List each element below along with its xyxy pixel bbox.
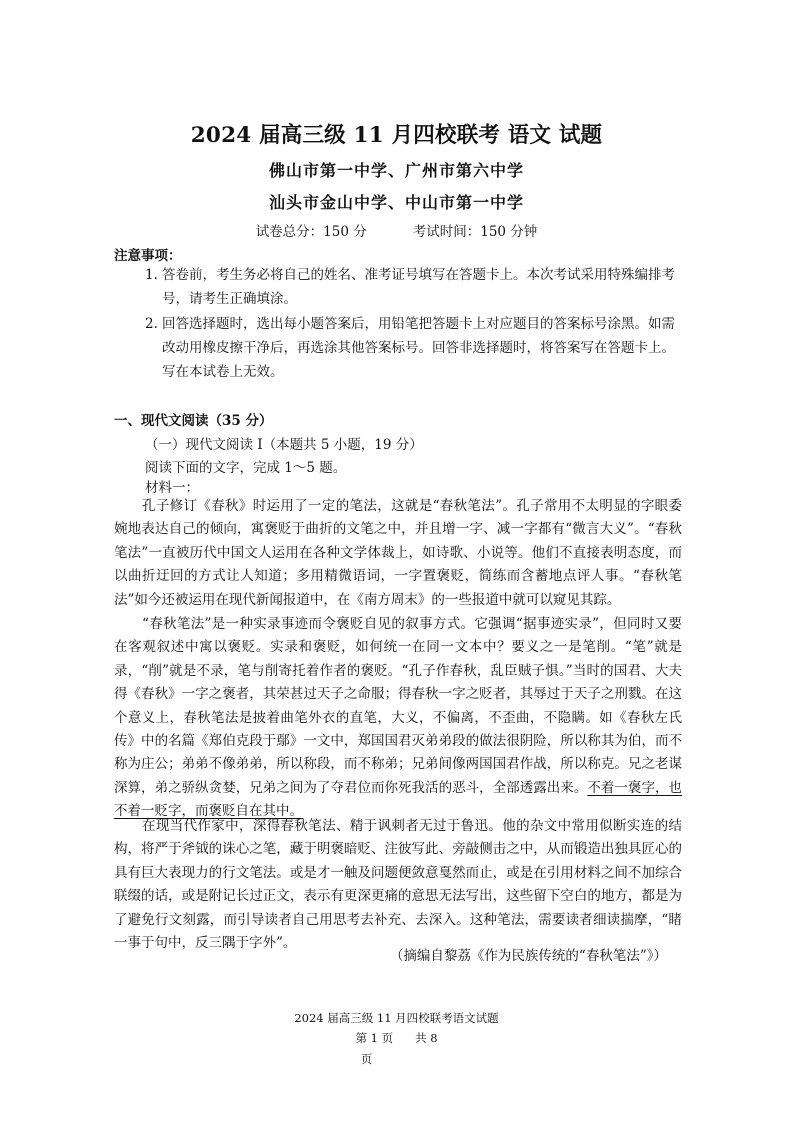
footer-page-number: 第 1 页 (355, 1031, 394, 1045)
exam-time: 考试时间：150 分钟 (412, 224, 538, 240)
subsection-heading: （一）现代文阅读 I（本题共 5 小题，19 分） (145, 437, 423, 453)
reading-instruction: 阅读下面的文字，完成 1～5 题。 (145, 460, 347, 476)
exam-title: 2024 届高三级 11 月四校联考 语文 试题 (190, 123, 603, 148)
note-number: 2. (145, 316, 158, 332)
section-heading: 一、现代文阅读（35 分） (114, 413, 273, 429)
passage-source: （摘编自黎荔《作为民族传统的“春秋笔法”》） (389, 948, 667, 964)
material-label: 材料一： (145, 480, 199, 496)
passage-paragraph-1: 孔子修订《春秋》时运用了一定的笔法，这就是“春秋笔法”。孔子常用不太明显的字眼委婉地表达自己的倾向，寓褒贬于曲折的文笔之中，并且增一字、减一字都有“微言大义”。“春秋笔法”一直被历代中国文人运用在各种文学体裁上，如诗歌、小说等。他们不直接表明态度，而以曲折迂回的方式让人知道；多用精微语词，一字置褒贬，简练而含蓄地点评人事。“春秋笔法”如今还被运用在现代新闻报道中，在《南方周末》的一些报道中就可以窥见其踪。 (114, 498, 682, 608)
notes-heading: 注意事项： (114, 248, 182, 264)
exam-meta (0, 220, 793, 240)
total-score: 试卷总分：150 分 (255, 224, 367, 240)
note-text: 回答选择题时，选出每小题答案后，用铅笔把答题卡上对应题目的答案标号涂黑。如需改动用橡皮擦干净后，再选涂其他答案标号。回答非选择题时，将答案写在答题卡上。写在本试卷上无效。 (162, 316, 675, 380)
note-text: 答卷前，考生务必将自己的姓名、准考证号填写在答题卡上。本次考试采用特殊编排考号，请考生正确填涂。 (162, 267, 675, 307)
note-number: 1. (145, 267, 158, 283)
note-item (145, 263, 685, 311)
footer-page-total: 共 8 (415, 1031, 438, 1045)
passage-paragraph-3: 在现当代作家中，深得春秋笔法、精于讽刺者无过于鲁迅。他的杂文中常用似断实连的结构，将严于斧钺的诛心之笔，藏于明褒暗贬、注彼写此、旁敲侧击之中，从而锻造出独具匠心的具有巨大表现力的行文笔法。或是才一触及问题便敛意戛然而止，或是在引用材料之间不加综合联缀的话，或是附记长过正文，表示有更深更痛的意思无法写出，这些留下空白的地方，都是为了避免行文刻露，而引导读者自己用思考去补充、去深入。这种笔法，需要读者细读揣摩，“睹一事于句中，反三隅于字外”。 (114, 818, 682, 952)
school-line-2: 汕头市金山中学、中山市第一中学 (268, 193, 524, 212)
footer-title: 2024 届高三级 11 月四校联考语文试题 (294, 1011, 499, 1025)
footer-page-info (0, 1030, 793, 1046)
paragraph-2-text: “春秋笔法”是一种实录事迹而令褒贬自见的叙事方式。它强调“据事迹实录”，但同时又要在客观叙述中寓以褒贬。实录和褒贬，如何统一在同一文本中？要义之一是笔削。“笔”就是录，“削”就是不录，笔与削寄托着作者的褒贬。“孔子作春秋，乱臣贼子惧。”当时的国君、大夫得《春秋》一字之褒者，其荣甚过天子之命服；得春秋一字之贬者，其辱过于天子之刑戮。在这个意义上，春秋笔法是披着曲笔外衣的直笔，大义，不偏离，不歪曲，不隐瞒。如《春秋左氏传》中的名篇《郑伯克段于鄢》一文中，郑国国君灭弟弟段的做法很阴险，所以称其为伯，而不称为庄公；弟弟不像弟弟，所以称段，而不称弟；兄弟间像两国国君作战，所以称克。兄之老谋深算，弟之骄纵贪婪，兄弟之间为了夺君位而你死我活的恶斗，全部透露出来。 (114, 616, 682, 796)
note-item (145, 312, 685, 384)
school-line-1: 佛山市第一中学、广州市第六中学 (268, 161, 524, 180)
underlined-sentence: 不着一褒字，也不着一贬字，而褒贬自在其中。 (114, 779, 683, 820)
passage-paragraph-2 (114, 613, 682, 824)
footer-page-suffix: 页 (360, 1052, 373, 1066)
